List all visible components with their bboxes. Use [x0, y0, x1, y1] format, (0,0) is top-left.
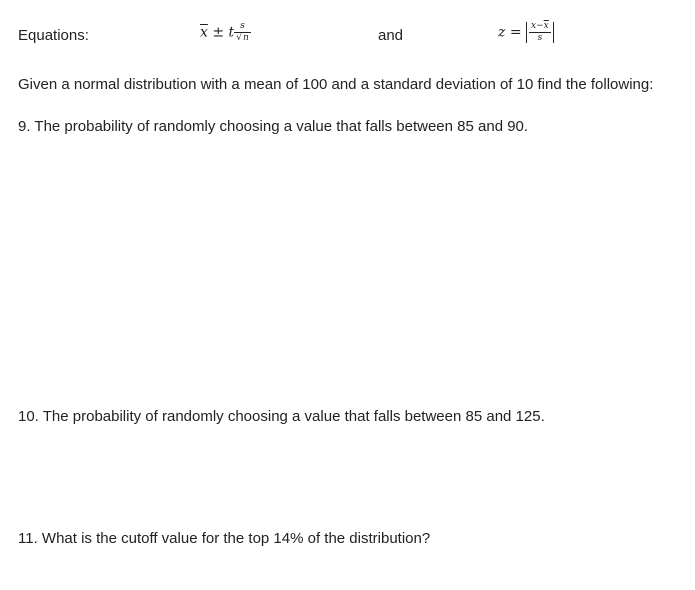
z-score-formula [498, 22, 554, 43]
question-11: 11. What is the cutoff value for the top 14% of the distribution? [18, 530, 431, 547]
absolute-value-bars [526, 22, 554, 43]
minus-symbol: − [536, 21, 544, 31]
question-9: 9. The probability of randomly choosing a value that falls between 85 and 90. [18, 118, 529, 135]
question-10: 10. The probability of randomly choosing a value that falls between 85 and 125. [18, 408, 545, 425]
s-over-sqrt-n-fraction [234, 22, 251, 43]
confidence-interval-formula [200, 22, 251, 43]
z-fraction [529, 22, 551, 43]
plus-minus-symbol: ± [212, 24, 225, 41]
equals-symbol: = [509, 24, 522, 41]
intro-text: Given a normal distribution with a mean of 100 and a standard deviation of 10 find the following: [18, 76, 654, 93]
and-label: and [378, 27, 404, 44]
z-symbol: z [498, 24, 506, 41]
fraction-denominator: n [242, 33, 249, 43]
z-numerator [529, 22, 551, 33]
xbar-symbol: $\overline{x}$ [543, 21, 549, 31]
x-symbol: x [531, 21, 537, 31]
sqrt-icon: √ [236, 33, 242, 43]
fraction-numerator: s [234, 22, 251, 33]
xbar-symbol: $\overline{x}$ [200, 24, 208, 41]
t-symbol: t [228, 24, 235, 41]
equations-label: Equations: [18, 27, 89, 44]
z-denominator: s [537, 33, 543, 43]
